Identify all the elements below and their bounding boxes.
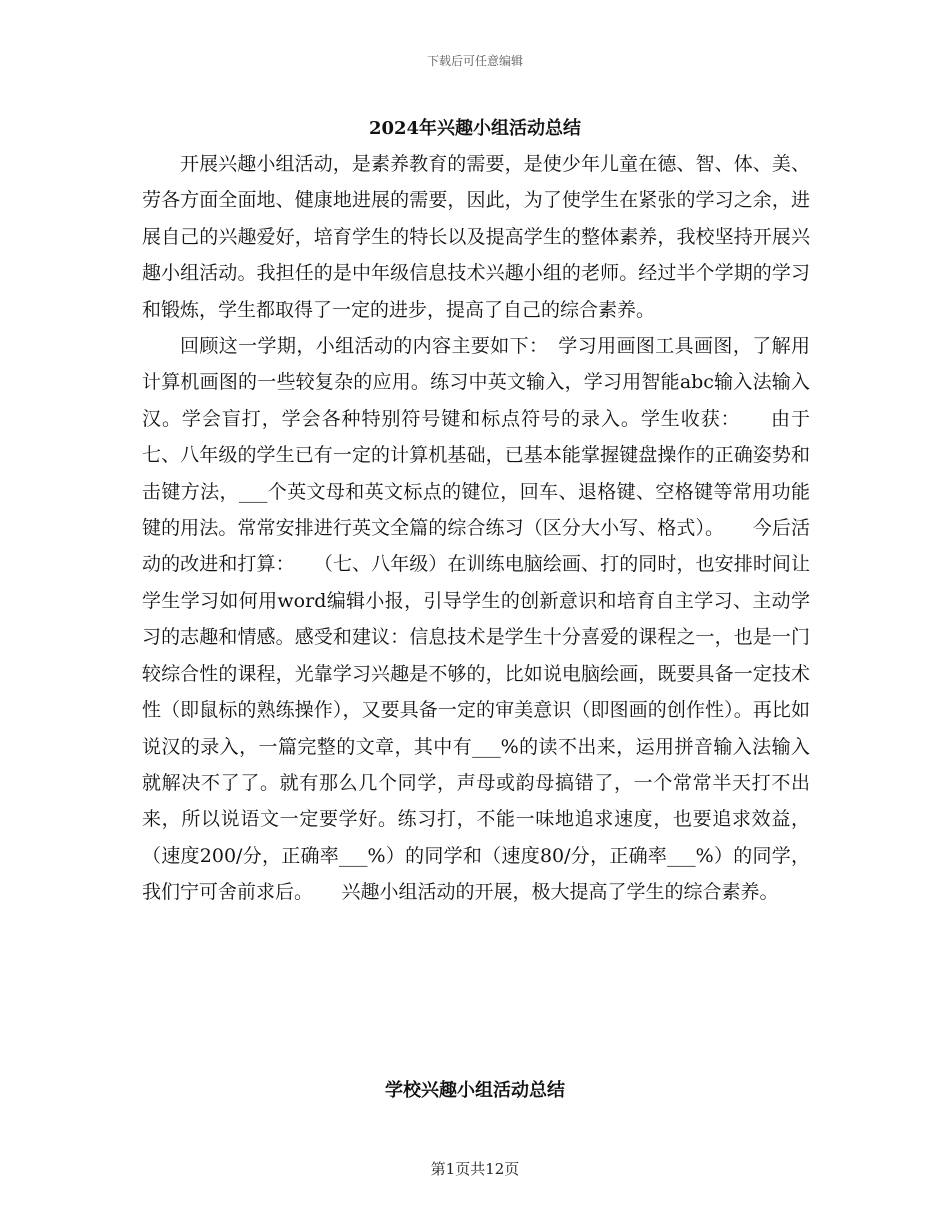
document-body: [142, 146, 810, 911]
paragraph-review: 回顾这一学期，小组活动的内容主要如下： 学习用画图工具画图，了解用计算机画图的一些较复杂的应用。练习中英文输入，学习用智能abc输入法输入汉。学会盲打，学会各种特别符号键和标点符号的录入。学生收获： 由于七、八年级的学生已有一定的计算机基础，已基本能掌握键盘操作的正确姿势和击键方法，___个英文母和英文标点的键位，回车、退格键、空格键等常用功能键的用法。常常安排进行英文全篇的综合练习（区分大小写、格式）。 今后活动的改进和打算： （七、八年级）在训练电脑绘画、打的同时，也安排时间让学生学习如何用word编辑小报，引导学生的创新意识和培育自主学习、主动学习的志趣和情感。感受和建议：信息技术是学生十分喜爱的课程之一，也是一门较综合性的课程，光靠学习兴趣是不够的，比如说电脑绘画，既要具备一定技术性（即鼠标的熟练操作），又要具备一定的审美意识（即图画的创作性）。再比如说汉的录入，一篇完整的文章，其中有___%的读不出来，运用拼音输入法输入就解决不了了。就有那么几个同学，声母或韵母搞错了，一个常常半天打不出来，所以说语文一定要学好。练习打，不能一味地追求速度，也要追求效益，（速度200/分，正确率___%）的同学和（速度80/分，正确率___%）的同学，我们宁可舍前求后。 兴趣小组活动的开展，极大提高了学生的综合素养。: [142, 335, 810, 904]
page-footer: 第1页共12页: [430, 1160, 520, 1178]
paragraph-intro: 开展兴趣小组活动，是素养教育的需要，是使少年儿童在德、智、体、美、劳各方面全面地、健康地进展的需要，因此，为了使学生在紧张的学习之余，进展自己的兴趣爱好，培育学生的特长以及提高学生的整体素养，我校坚持开展兴趣小组活动。我担任的是中年级信息技术兴趣小组的老师。经过半个学期的学习和锻炼，学生都取得了一定的进步，提高了自己的综合素养。: [142, 153, 810, 321]
section-title: 学校兴趣小组活动总结: [385, 1080, 565, 1101]
document-title: 2024年兴趣小组活动总结: [368, 118, 582, 139]
page-header: 下载后可任意编辑: [426, 54, 523, 68]
